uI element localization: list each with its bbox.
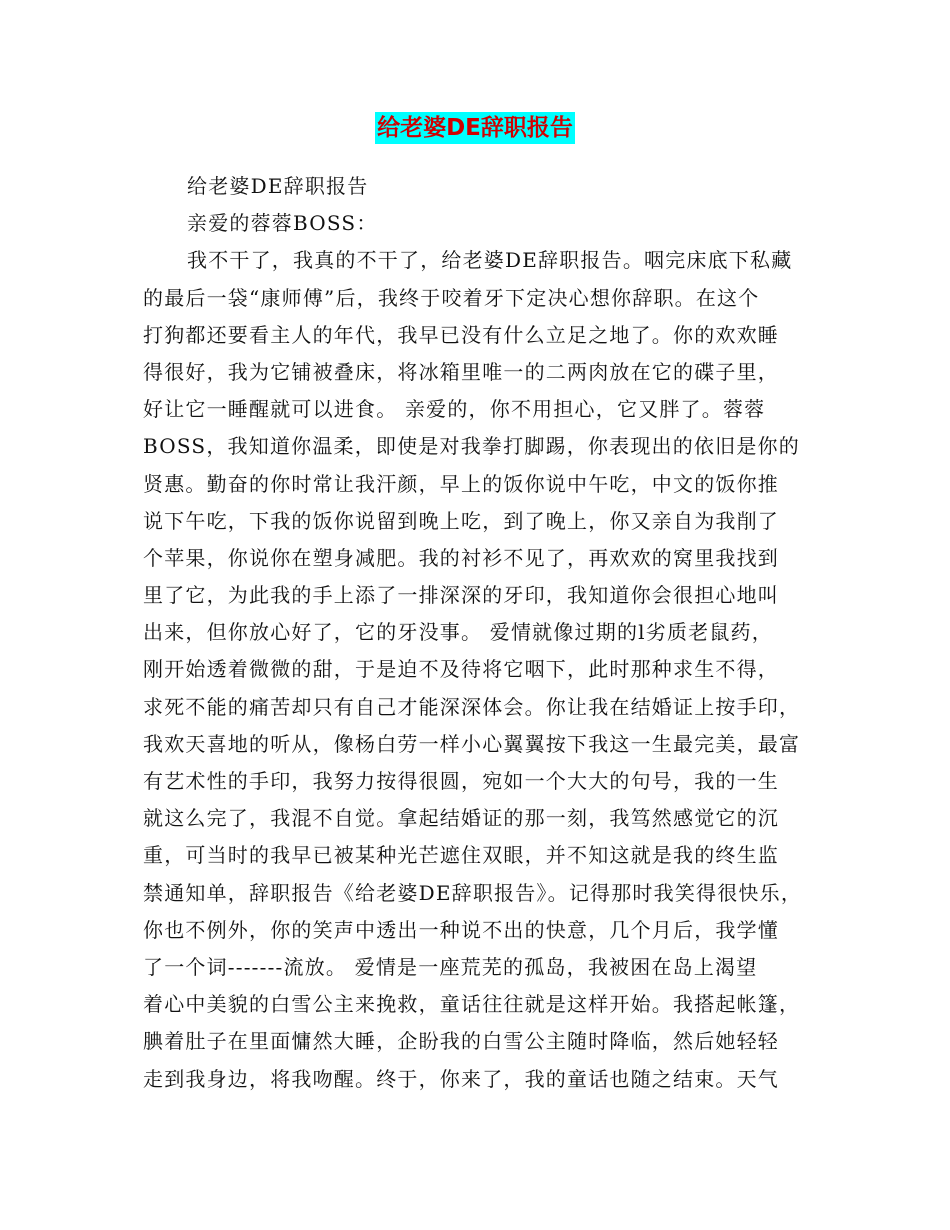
body-line: 里了它，为此我的手上添了一排深深的牙印，我知道你会很担心地叫 xyxy=(143,583,779,608)
body-line: 好让它一睡醒就可以进食。 亲爱的，你不用担心，它又胖了。蓉蓉 xyxy=(143,397,766,422)
body-line: 我不干了，我真的不干了，给老婆DE辞职报告。咽完床底下私藏 xyxy=(187,248,793,273)
body-line: 刚开始透着微微的甜，于是迫不及待将它咽下，此时那种求生不得， xyxy=(143,657,779,682)
body-line: 说下午吃，下我的饭你说留到晚上吃，到了晚上，你又亲自为我削了 xyxy=(143,508,779,533)
document-body xyxy=(143,168,823,1098)
body-line: 贤惠。勤奋的你时常让我汗颜，早上的饭你说中午吃，中文的饭你推 xyxy=(143,471,779,496)
body-line: 得很好，我为它铺被叠床，将冰箱里唯一的二两肉放在它的碟子里， xyxy=(143,359,779,384)
body-line: BOSS，我知道你温柔，即使是对我拳打脚踢，你表现出的依旧是你的 xyxy=(143,434,800,459)
body-line: 求死不能的痛苦却只有自己才能深深体会。你让我在结婚证上按手印， xyxy=(143,694,801,719)
body-line: 腆着肚子在里面慵然大睡，企盼我的白雪公主随时降临，然后她轻轻 xyxy=(143,1029,779,1054)
body-line: 的最后一袋“康师傅”后，我终于咬着牙下定决心想你辞职。在这个 xyxy=(143,285,760,310)
body-line: 打狗都还要看主人的年代，我早已没有什么立足之地了。你的欢欢睡 xyxy=(143,322,779,347)
document-title: 给老婆DE辞职报告 xyxy=(375,112,575,144)
title-container xyxy=(0,112,950,144)
body-line: 出来，但你放心好了，它的牙没事。 爱情就像过期的l劣质老鼠药， xyxy=(143,620,773,645)
body-line-salutation: 亲爱的蓉蓉BOSS： xyxy=(187,211,378,236)
body-line: 重，可当时的我早已被某种光芒遮住双眼，并不知这就是我的终生监 xyxy=(143,843,779,868)
body-line: 有艺术性的手印，我努力按得很圆，宛如一个大大的句号，我的一生 xyxy=(143,769,779,793)
body-line: 我欢天喜地的听从，像杨白劳一样小心翼翼按下我这一生最完美，最富 xyxy=(143,731,801,756)
body-line: 就这么完了，我混不自觉。拿起结婚证的那一刻，我笃然感觉它的沉 xyxy=(143,806,779,831)
body-line: 你也不例外，你的笑声中透出一种说不出的快意，几个月后，我学懂 xyxy=(143,917,779,942)
body-line-subtitle: 给老婆DE辞职报告 xyxy=(187,174,369,198)
body-line: 禁通知单，辞职报告《给老婆DE辞职报告》。记得那时我笑得很快乐， xyxy=(143,880,803,905)
body-line: 着心中美貌的白雪公主来挽救，童话往往就是这样开始。我搭起帐篷， xyxy=(143,992,801,1017)
body-line: 个苹果，你说你在塑身减肥。我的衬衫不见了，再欢欢的窝里我找到 xyxy=(143,545,779,570)
body-line: 了一个词-------流放。 爱情是一座荒芜的孤岛，我被困在岛上渴望 xyxy=(143,954,758,979)
body-line: 走到我身边，将我吻醒。终于，你来了，我的童话也随之结束。天气 xyxy=(143,1066,779,1091)
